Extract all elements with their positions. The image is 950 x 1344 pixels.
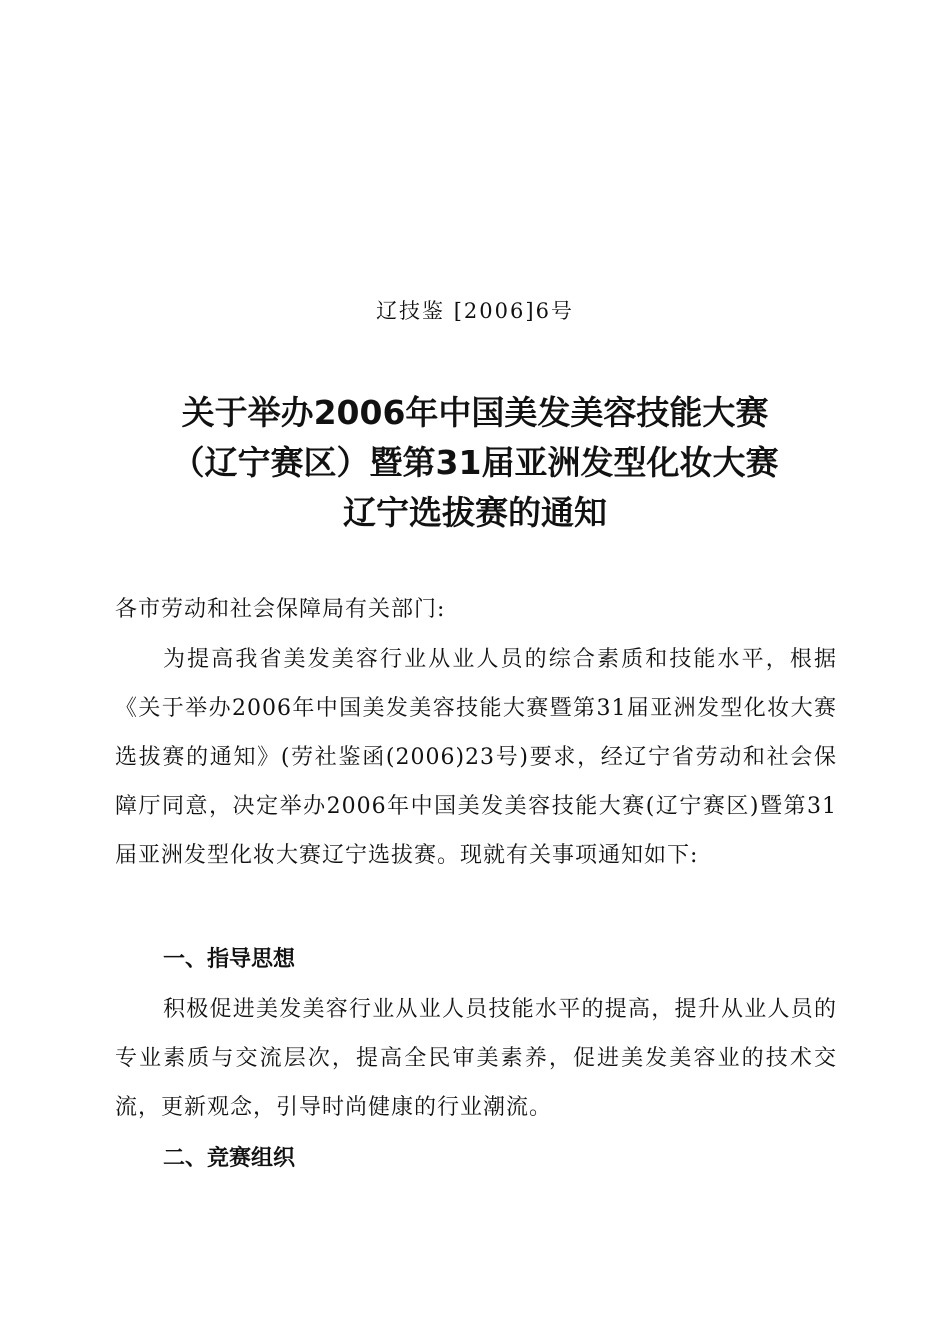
section-heading-guiding-principle: 一、指导思想: [163, 947, 296, 972]
title-line-1: 关于举办2006年中国美发美容技能大赛: [181, 393, 769, 432]
title-line-3: 辽宁选拔赛的通知: [343, 493, 607, 532]
section-heading-competition-organization: 二、竞赛组织: [163, 1146, 296, 1171]
document-title: [0, 388, 950, 538]
guiding-principle-paragraph: 积极促进美发美容行业从业人员技能水平的提高，提升从业人员的专业素质与交流层次，提高全民审美素养，促进美发美容业的技术交流，更新观念，引导时尚健康的行业潮流。: [115, 997, 837, 1120]
recipient-line: 各市劳动和社会保障局有关部门:: [115, 597, 446, 622]
intro-paragraph: 为提高我省美发美容行业从业人员的综合素质和技能水平，根据《关于举办2006年中国美发美容技能大赛暨第31届亚洲发型化妆大赛选拔赛的通知》(劳社鉴函(2006)23号)要求，经辽宁省劳动和社会保障厅同意，决定举办2006年中国美发美容技能大赛(辽宁赛区)暨第31届亚洲发型化妆大赛辽宁选拔赛。现就有关事项通知如下:: [115, 647, 837, 868]
title-line-2: （辽宁赛区）暨第31届亚洲发型化妆大赛: [171, 443, 779, 482]
document-number: 辽技鉴 [2006]6号: [376, 299, 574, 323]
